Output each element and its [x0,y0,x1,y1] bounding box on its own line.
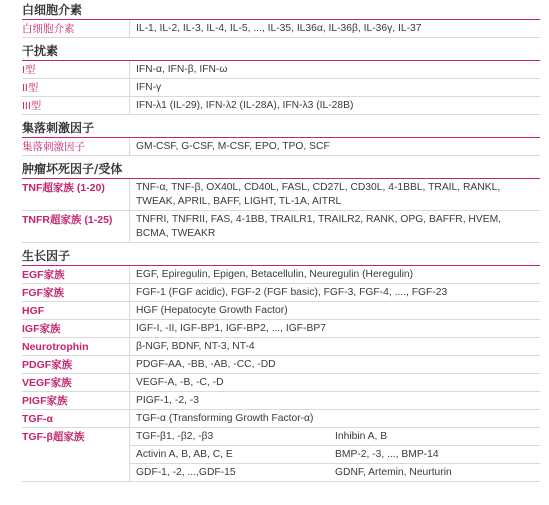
table-row [22,20,540,38]
row-category: 集落刺激因子 [22,138,130,155]
section-csf [22,119,540,156]
table-row [22,61,540,79]
table-row [22,302,540,320]
row-category: I型 [22,61,130,78]
table-row [22,338,540,356]
row-category: IGF家族 [22,320,130,337]
table-row [22,266,540,284]
row-value: PIGF-1, -2, -3 [136,395,199,406]
grid-cell: Activin A, B, AB, C, E [136,449,233,460]
row-category: TNFR超家族 (1-25) [22,211,130,242]
grid-cell: BMP-2, -3, ..., BMP-14 [335,449,439,460]
section-title: 干扰素 [22,44,59,58]
row-value: IFN-λ1 (IL-29), IFN-λ2 (IL-28A), IFN-λ3 (IL-28B) [136,100,354,111]
grid-cell: GDF-1, -2, ...,GDF-15 [136,467,236,478]
row-category: III型 [22,97,130,114]
row-value: IFN-α, IFN-β, IFN-ω [136,64,228,75]
table-row [22,410,540,428]
row-category: 白细胞介素 [22,20,130,37]
row-value-line: TWEAK, APRIL, BAFF, LIGHT, TL-1A, AITRL [136,196,342,207]
table-row [22,374,540,392]
table-row [22,356,540,374]
row-category: HGF [22,302,130,319]
grid-cell: Inhibin A, B [335,431,388,442]
row-category: TGF-α [22,410,130,427]
section-interferons [22,42,540,115]
row-value: HGF (Hepatocyte Growth Factor) [136,305,288,316]
grid-row [130,446,540,464]
grid-cell: TGF-β1, -β2, -β3 [136,431,214,442]
grid-row [130,428,540,446]
row-category: FGF家族 [22,284,130,301]
section-title: 肿瘤坏死因子/受体 [22,162,123,176]
row-category: TNF超家族 (1-20) [22,179,130,210]
cytokine-table [22,0,540,482]
table-row [22,179,540,211]
row-value: EGF, Epiregulin, Epigen, Betacellulin, Neuregulin (Heregulin) [136,269,414,280]
row-value-line: TNFRI, TNFRII, FAS, 4-1BB, TRAILR1, TRAILR2, RANK, OPG, BAFFR, HVEM, [136,214,502,225]
table-row [22,320,540,338]
row-category: Neurotrophin [22,338,130,355]
table-row [22,284,540,302]
grid-cell: GDNF, Artemin, Neurturin [335,467,452,478]
row-value: IFN-γ [136,82,162,93]
row-category: PIGF家族 [22,392,130,409]
grid-row [130,464,540,481]
row-value: PDGF-AA, -BB, -AB, -CC, -DD [136,359,276,370]
row-value: IL-1, IL-2, IL-3, IL-4, IL-5, ..., IL-35, IL36α, IL-36β, IL-36γ, IL-37 [136,23,422,34]
table-row [22,428,540,482]
table-row [22,138,540,156]
table-row [22,211,540,243]
row-value-line: BCMA, TWEAKR [136,228,216,239]
table-row [22,79,540,97]
row-value: FGF-1 (FGF acidic), FGF-2 (FGF basic), FGF-3, FGF-4, ...., FGF-23 [136,287,448,298]
row-category: PDGF家族 [22,356,130,373]
section-title: 集落刺激因子 [22,121,95,135]
row-value [130,211,540,242]
row-value: β-NGF, BDNF, NT-3, NT-4 [136,341,255,352]
row-category: VEGF家族 [22,374,130,391]
row-value-line: TNF-α, TNF-β, OX40L, CD40L, FASL, CD27L, CD30L, 4-1BBL, TRAIL, RANKL, [136,182,501,193]
row-value: IGF-I, -II, IGF-BP1, IGF-BP2, ..., IGF-BP7 [136,323,326,334]
table-row [22,392,540,410]
section-interleukins [22,1,540,38]
row-value: TGF-α (Transforming Growth Factor-α) [136,413,314,424]
section-title: 白细胞介素 [22,3,83,17]
row-value: GM-CSF, G-CSF, M-CSF, EPO, TPO, SCF [136,141,330,152]
row-value: VEGF-A, -B, -C, -D [136,377,224,388]
row-category: EGF家族 [22,266,130,283]
row-value-grid [130,428,540,481]
section-growth-factors [22,247,540,482]
section-title: 生长因子 [22,249,71,263]
row-category: TGF-β超家族 [22,428,130,481]
row-value [130,179,540,210]
table-row [22,97,540,115]
section-tnf [22,160,540,243]
row-category: II型 [22,79,130,96]
